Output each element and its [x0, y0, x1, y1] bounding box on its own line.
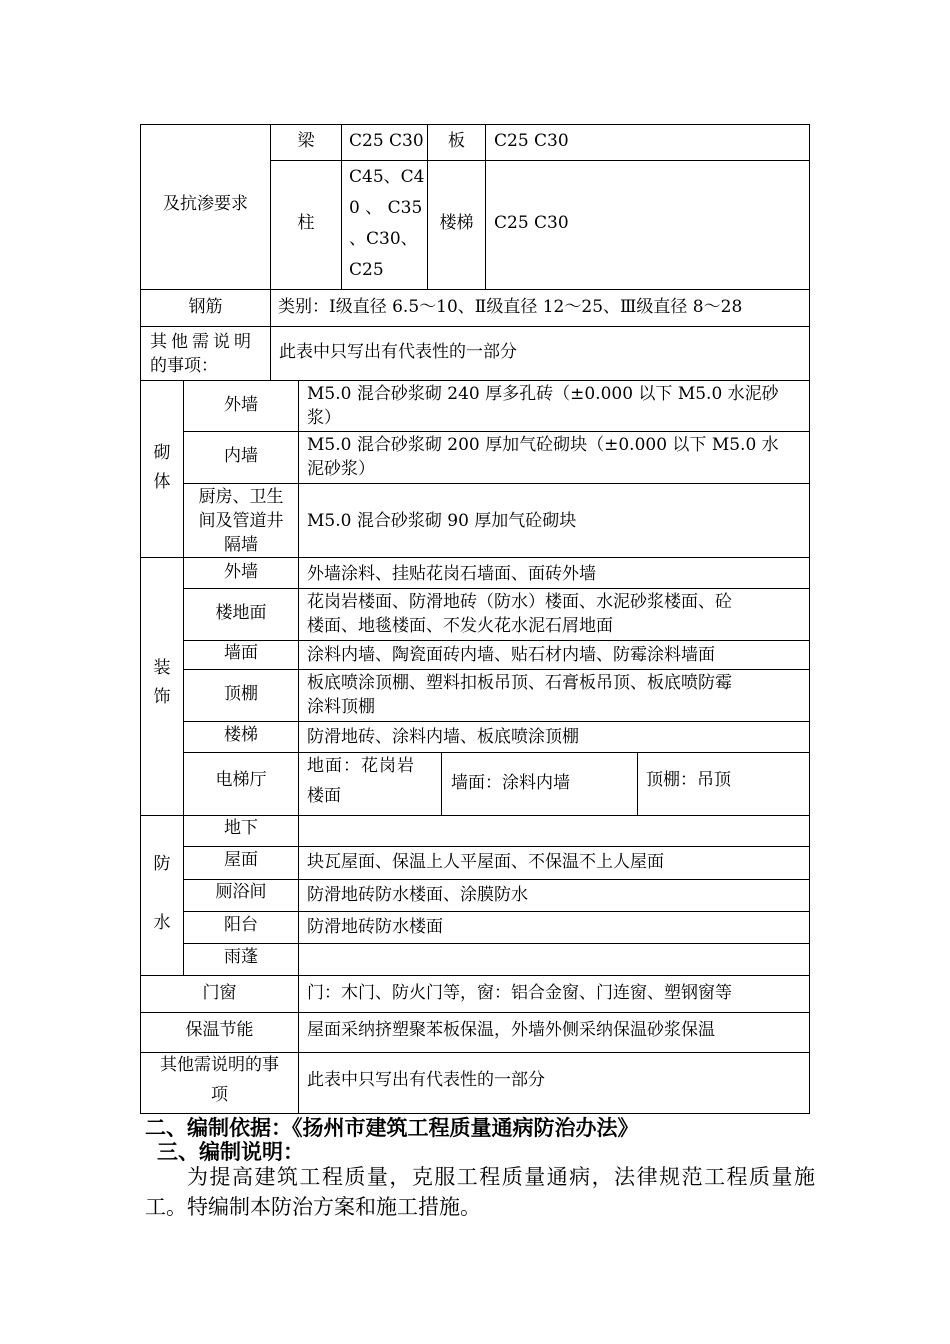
deco-group-label: 装 — [153, 658, 171, 678]
insulation-value: 屋面采纳挤塑聚苯板保温，外墙外侧采纳保温砂浆保温 — [307, 1020, 715, 1040]
cell-wp-canopy-value — [298, 943, 810, 976]
beam-label: 梁 — [297, 131, 315, 151]
doors-label: 门窗 — [202, 983, 237, 1003]
masonry-kit-label-line: 隔墙 — [224, 535, 258, 555]
cell-wp-under-value — [298, 815, 810, 847]
wp-group-label: 防 — [153, 854, 171, 874]
other2-label-line: 其他需说明的事 — [160, 1055, 279, 1075]
deco-lobby-wall: 墙面：涂料内墙 — [451, 773, 570, 793]
section2-heading: 二、编制依据：《扬州市建筑工程质量通病防治办法》 — [145, 1115, 639, 1140]
deco-lobby-ceiling: 顶棚：吊顶 — [646, 770, 731, 790]
deco-ceil-value-line: 涂料顶棚 — [307, 697, 375, 717]
wp-bath-label: 厕浴间 — [215, 882, 267, 902]
column-value-line: C25 — [349, 260, 384, 280]
cell-masonry-group — [140, 380, 184, 558]
other2-value: 此表中只写出有代表性的一部分 — [307, 1070, 545, 1090]
stair-value: C25 C30 — [494, 213, 569, 233]
masonry-kit-label-line: 间及管道井 — [198, 511, 284, 531]
masonry-kit-value: M5.0 混合砂浆砌 90 厚加气砼砌块 — [307, 511, 577, 531]
deco-ceil-label: 顶棚 — [224, 684, 258, 704]
slab-label: 板 — [448, 131, 465, 151]
deco-group-label: 饰 — [153, 687, 171, 707]
masonry-ext-label: 外墙 — [224, 395, 258, 415]
deco-wall-value: 涂料内墙、陶瓷面砖内墙、贴石材内墙、防霉涂料墙面 — [307, 645, 715, 665]
other2-label-line: 项 — [211, 1085, 228, 1105]
rebar-label: 钢筋 — [188, 297, 223, 317]
beam-value: C25 C30 — [349, 131, 424, 151]
deco-wall-label: 墙面 — [224, 643, 258, 663]
wp-roof-label: 屋面 — [224, 850, 258, 870]
deco-ext-label: 外墙 — [224, 562, 258, 582]
masonry-kit-label-line: 厨房、卫生 — [198, 487, 284, 507]
deco-floor-value-line: 楼面、地毯楼面、不发火花水泥石屑地面 — [307, 616, 613, 636]
masonry-group-label: 砌 — [153, 443, 171, 463]
masonry-ext-value-line: 浆） — [307, 408, 341, 428]
other1-label-line: 的事项： — [150, 356, 218, 376]
masonry-int-value-line: 泥砂浆） — [307, 459, 375, 479]
masonry-group-label: 体 — [153, 472, 171, 492]
slab-value: C25 C30 — [494, 131, 569, 151]
deco-stair-value: 防滑地砖、涂料内墙、板底喷涂顶棚 — [307, 727, 579, 747]
column-value-line: 、C30、 — [349, 229, 418, 249]
deco-lobby-floor-line: 楼面 — [307, 786, 341, 806]
other1-value: 此表中只写出有代表性的一部分 — [279, 342, 517, 362]
deco-floor-label: 楼地面 — [215, 603, 267, 623]
deco-floor-value-line: 花岗岩楼面、防滑地砖（防水）楼面、水泥砂浆楼面、砼 — [307, 592, 732, 612]
column-label: 柱 — [297, 213, 315, 233]
masonry-int-label: 内墙 — [224, 446, 258, 466]
deco-ceil-value-line: 板底喷涂顶棚、塑料扣板吊顶、石膏板吊顶、板底喷防霉 — [307, 673, 732, 693]
wp-balcony-value: 防滑地砖防水楼面 — [307, 917, 443, 937]
deco-stair-label: 楼梯 — [224, 725, 258, 745]
rebar-value: 类别：Ⅰ级直径 6.5～10、Ⅱ级直径 12～25、Ⅲ级直径 8～28 — [278, 297, 743, 317]
section3-heading: 三、编制说明： — [157, 1139, 304, 1164]
other1-label-line: 其他需说明 — [150, 332, 255, 352]
concrete-row-label: 及抗渗要求 — [163, 194, 248, 214]
wp-canopy-label: 雨蓬 — [224, 947, 258, 967]
wp-balcony-label: 阳台 — [224, 915, 258, 935]
column-value-line: C45、C4 — [349, 167, 425, 187]
wp-roof-value: 块瓦屋面、保温上人平屋面、不保温不上人屋面 — [307, 852, 664, 872]
masonry-int-value-line: M5.0 混合砂浆砌 200 厚加气砼砌块（±0.000 以下 M5.0 水 — [307, 435, 779, 455]
wp-bath-value: 防滑地砖防水楼面、涂膜防水 — [307, 885, 528, 905]
column-value-line: 0 、 C35 — [349, 198, 423, 218]
doors-value: 门：木门、防火门等，窗：铝合金窗、门连窗、塑钢窗等 — [307, 983, 732, 1003]
wp-group-label: 水 — [153, 913, 171, 933]
masonry-ext-value-line: M5.0 混合砂浆砌 240 厚多孔砖（±0.000 以下 M5.0 水泥砂 — [307, 384, 779, 404]
deco-lobby-floor-line: 地面：花岗岩 — [307, 756, 415, 776]
insulation-label: 保温节能 — [185, 1020, 254, 1040]
stair-label: 楼梯 — [439, 213, 474, 233]
section3-paragraph: 为提高建筑工程质量，克服工程质量通病，法律规范工程质量施工。特编制本防治方案和施工措施。 — [145, 1165, 815, 1219]
cell-wp-group — [140, 815, 184, 976]
deco-ext-value: 外墙涂料、挂贴花岗石墙面、面砖外墙 — [307, 564, 596, 584]
wp-underground-label: 地下 — [224, 818, 258, 838]
deco-lobby-label: 电梯厅 — [215, 770, 267, 790]
